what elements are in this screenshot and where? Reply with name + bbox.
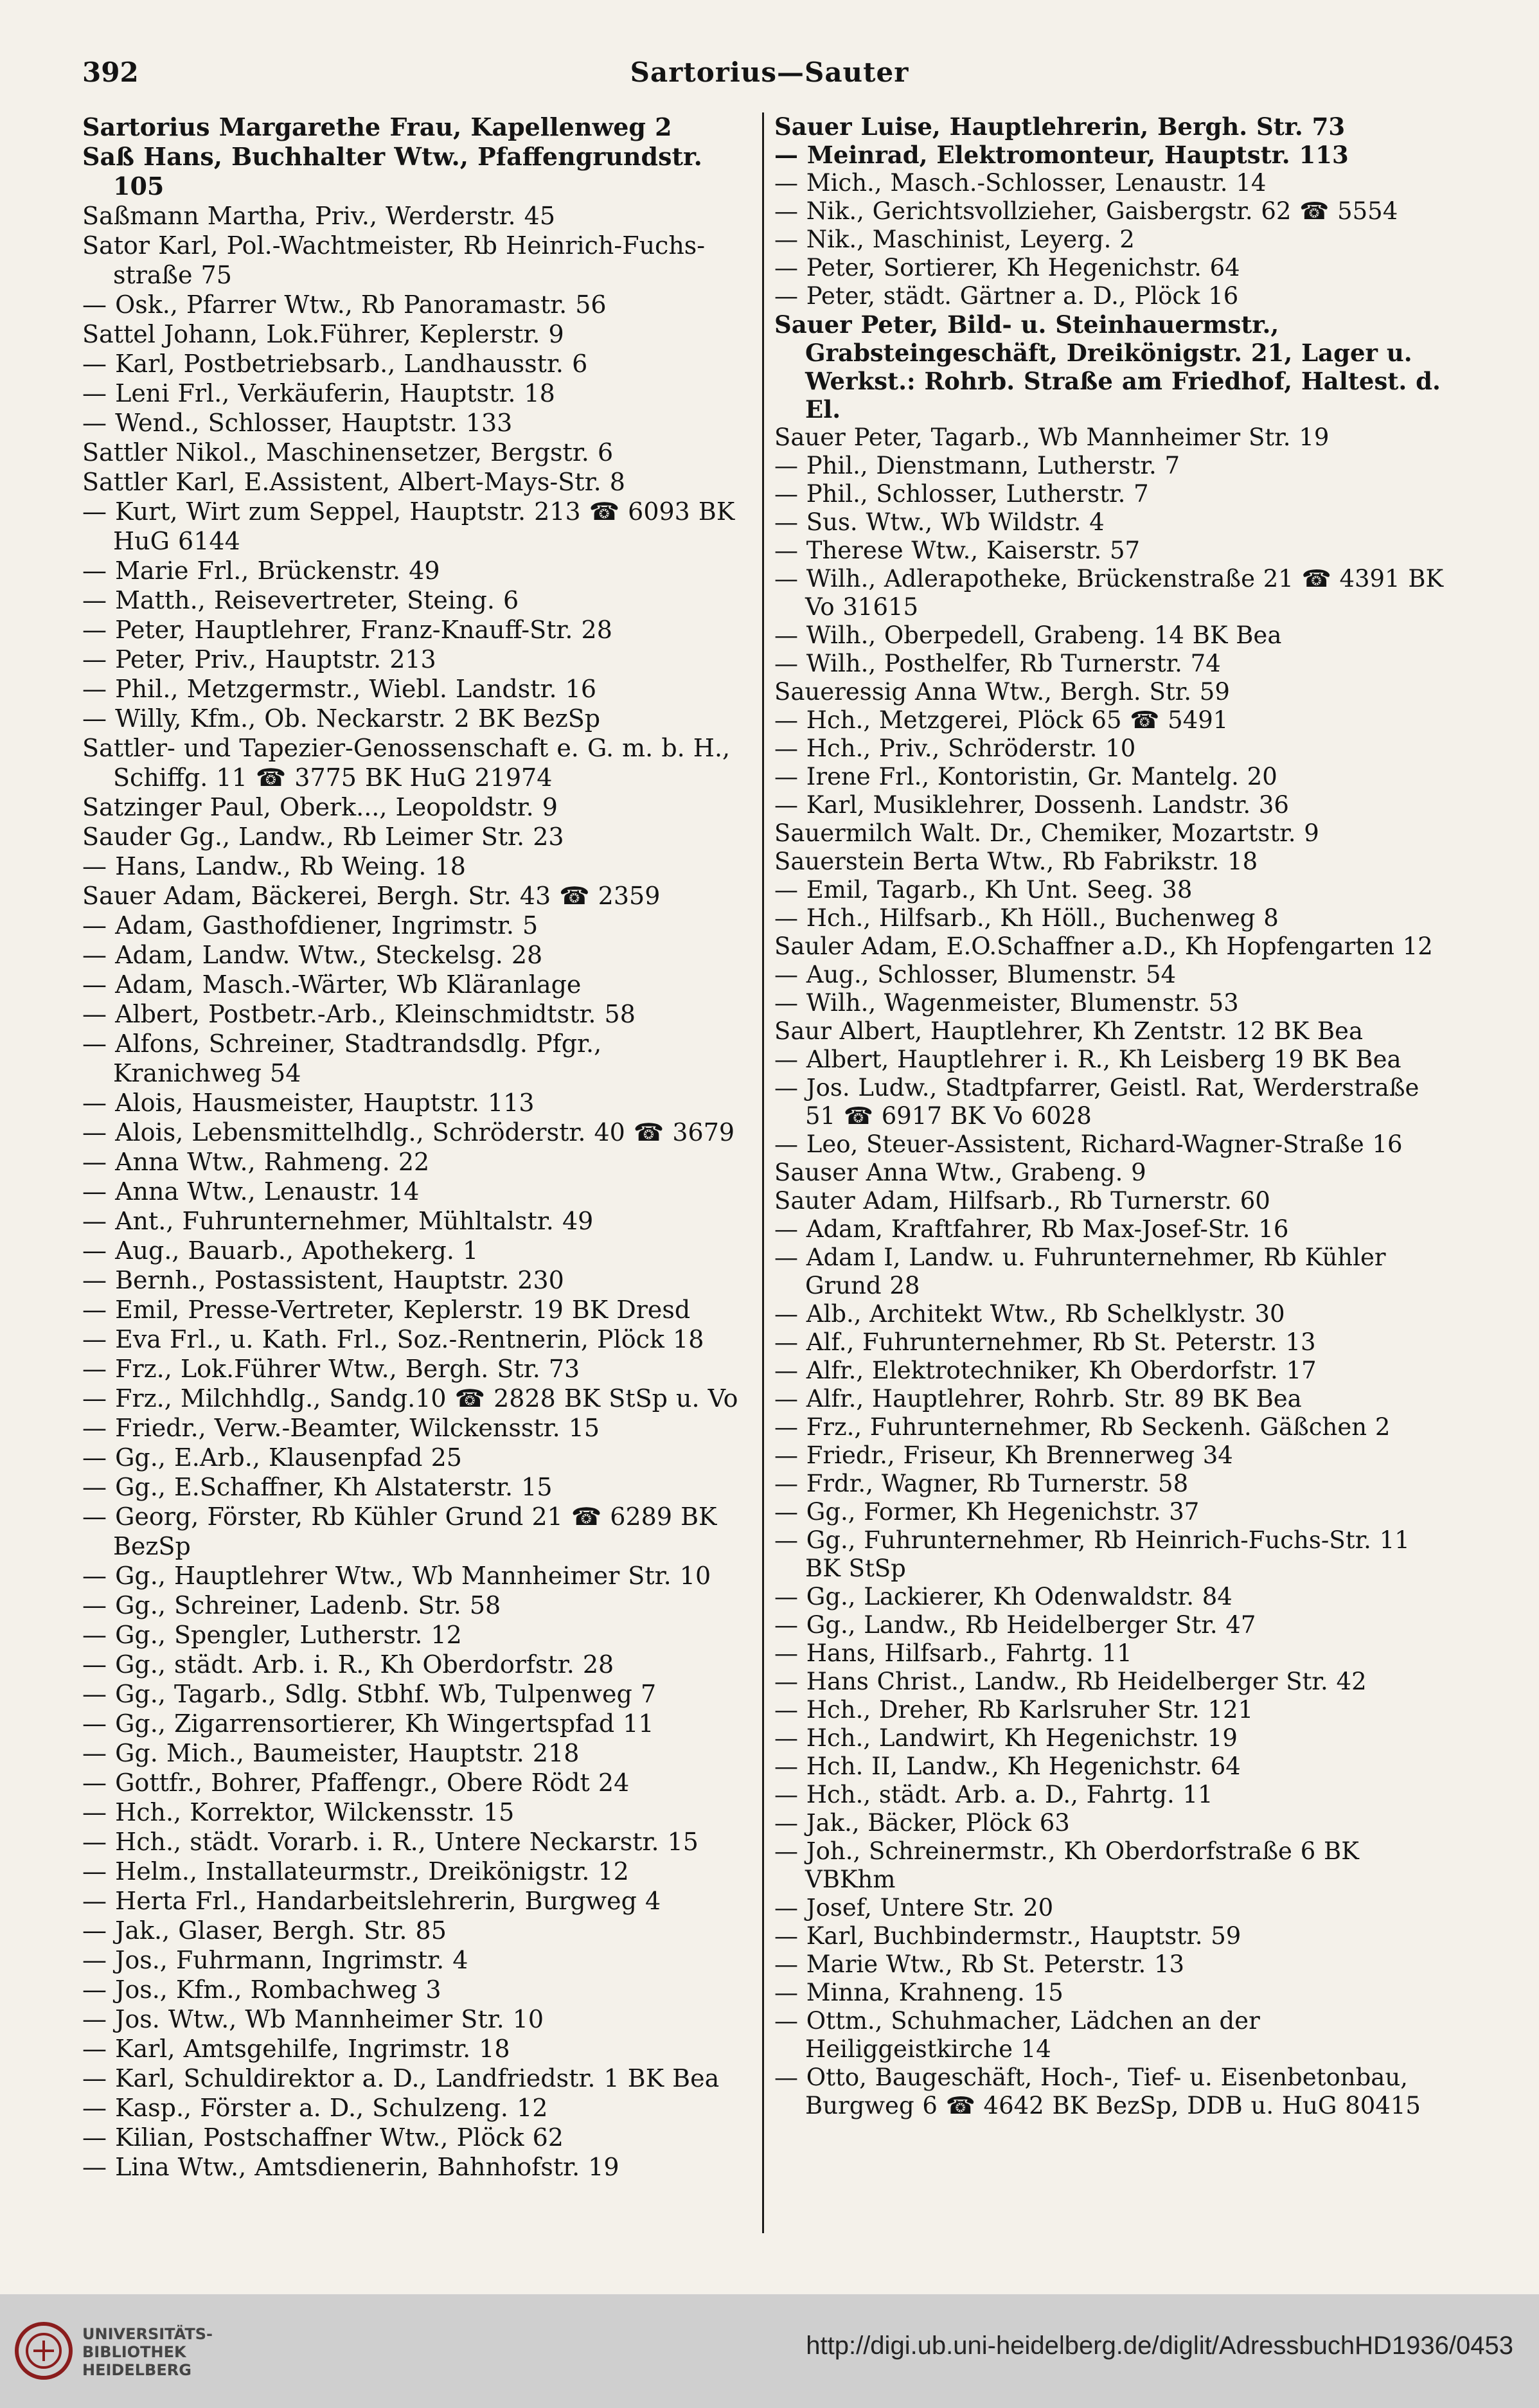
logo-line: HEIDELBERG [82, 2361, 191, 2379]
directory-entry: — Gg., Former, Kh Hegenichstr. 37 [774, 1498, 1200, 1526]
logo-line: BIBLIOTHEK [82, 2343, 186, 2361]
directory-entry: Saß Hans, Buchhalter Wtw., Pfaffengrundstr. 105 [82, 142, 702, 201]
library-logo-text [82, 2325, 213, 2379]
directory-entry: — Gottfr., Bohrer, Pfaffengr., Obere Rödt 24 [82, 1769, 630, 1797]
page-number: 392 [82, 57, 139, 88]
directory-entry: Sauser Anna Wtw., Grabeng. 9 [774, 1159, 1146, 1186]
directory-entry: — Josef, Untere Str. 20 [774, 1894, 1054, 1922]
directory-entry: — Aug., Schlosser, Blumenstr. 54 [774, 961, 1177, 988]
directory-entry: — Alfons, Schreiner, Stadtrandsdlg. Pfgr., Kranichweg 54 [82, 1030, 602, 1087]
directory-entry: — Gg., Landw., Rb Heidelberger Str. 47 [774, 1611, 1256, 1639]
directory-entry: — Alfr., Elektrotechniker, Kh Oberdorfstr. 17 [774, 1357, 1317, 1384]
logo-line: UNIVERSITÄTS- [82, 2325, 213, 2343]
directory-entry: — Wilh., Oberpedell, Grabeng. 14 BK Bea [774, 621, 1282, 649]
directory-entry: — Herta Frl., Handarbeitslehrerin, Burgweg 4 [82, 1887, 661, 1915]
directory-entry: — Leo, Steuer-Assistent, Richard-Wagner-Straße 16 [774, 1130, 1403, 1158]
directory-entry: — Frz., Milchhdlg., Sandg.10 ☎ 2828 BK StSp u. Vo [82, 1384, 738, 1413]
directory-entry: Saueressig Anna Wtw., Bergh. Str. 59 [774, 678, 1230, 706]
directory-entry: Sauter Adam, Hilfsarb., Rb Turnerstr. 60 [774, 1187, 1270, 1215]
directory-entry: — Helm., Installateurmstr., Dreikönigstr. 12 [82, 1857, 629, 1886]
directory-entry: — Hch., Hilfsarb., Kh Höll., Buchenweg 8 [774, 904, 1279, 932]
directory-entry: Satzinger Paul, Oberk..., Leopoldstr. 9 [82, 793, 558, 821]
directory-entry: — Peter, Priv., Hauptstr. 213 [82, 645, 436, 673]
directory-entry: — Hans Christ., Landw., Rb Heidelberger Str. 42 [774, 1668, 1367, 1695]
directory-entry: — Jos. Wtw., Wb Mannheimer Str. 10 [82, 2005, 544, 2033]
left-column [82, 112, 757, 2182]
directory-entry: — Phil., Dienstmann, Lutherstr. 7 [774, 452, 1180, 479]
directory-entry: — Aug., Bauarb., Apothekerg. 1 [82, 1236, 479, 1265]
directory-entry: — Hans, Hilfsarb., Fahrtg. 11 [774, 1639, 1132, 1667]
directory-entry: — Wilh., Adlerapotheke, Brückenstraße 21 ☎ 4391 BK Vo 31615 [774, 565, 1444, 621]
directory-entry: — Peter, städt. Gärtner a. D., Plöck 16 [774, 282, 1239, 310]
directory-entry: — Adam, Gasthofdiener, Ingrimstr. 5 [82, 911, 538, 940]
directory-entry: — Wend., Schlosser, Hauptstr. 133 [82, 409, 513, 437]
directory-entry: Sauer Adam, Bäckerei, Bergh. Str. 43 ☎ 2359 [82, 882, 661, 910]
directory-entry: — Friedr., Verw.-Beamter, Wilckensstr. 15 [82, 1414, 600, 1442]
directory-entry: — Kilian, Postschaffner Wtw., Plöck 62 [82, 2123, 564, 2152]
directory-entry: — Hch., Metzgerei, Plöck 65 ☎ 5491 [774, 706, 1229, 734]
directory-entry: — Albert, Hauptlehrer i. R., Kh Leisberg 19 BK Bea [774, 1046, 1401, 1073]
directory-entry: — Willy, Kfm., Ob. Neckarstr. 2 BK BezSp [82, 704, 601, 733]
directory-entry: Sattler Karl, E.Assistent, Albert-Mays-Str. 8 [82, 468, 625, 496]
directory-entry: — Frz., Lok.Führer Wtw., Bergh. Str. 73 [82, 1355, 580, 1383]
directory-entry: Sauer Peter, Tagarb., Wb Mannheimer Str. 19 [774, 424, 1330, 451]
directory-entry: — Gg. Mich., Baumeister, Hauptstr. 218 [82, 1739, 580, 1767]
directory-entry: — Alois, Lebensmittelhdlg., Schröderstr. 40 ☎ 3679 [82, 1118, 735, 1146]
directory-entry: — Otto, Baugeschäft, Hoch-, Tief- u. Eisenbetonbau, Burgweg 6 ☎ 4642 BK BezSp, DDB u. HuG 80415 [774, 2064, 1421, 2119]
directory-entry: — Alfr., Hauptlehrer, Rohrb. Str. 89 BK Bea [774, 1385, 1302, 1413]
directory-entry: Sauerstein Berta Wtw., Rb Fabrikstr. 18 [774, 848, 1258, 875]
directory-entry: — Hch., städt. Arb. a. D., Fahrtg. 11 [774, 1781, 1213, 1808]
directory-entry: — Anna Wtw., Rahmeng. 22 [82, 1148, 430, 1176]
directory-entry: — Hch., Dreher, Rb Karlsruher Str. 121 [774, 1696, 1254, 1724]
directory-entry: — Lina Wtw., Amtsdienerin, Bahnhofstr. 19 [82, 2153, 619, 2181]
directory-entry: — Gg., Lackierer, Kh Odenwaldstr. 84 [774, 1583, 1232, 1610]
directory-entry: — Gg., Hauptlehrer Wtw., Wb Mannheimer Str. 10 [82, 1562, 711, 1590]
directory-entry: — Nik., Maschinist, Leyerg. 2 [774, 226, 1135, 253]
directory-entry: — Peter, Hauptlehrer, Franz-Knauff-Str. 28 [82, 616, 612, 644]
directory-entry: — Ant., Fuhrunternehmer, Mühltalstr. 49 [82, 1207, 594, 1235]
directory-entry: Sauer Peter, Bild- u. Steinhauermstr., Grabsteingeschäft, Dreikönigstr. 21, Lager u. Werkst.: Rohrb. Straße am Friedhof, Haltest. d. El. [774, 310, 1441, 424]
directory-entry: — Hch., städt. Vorarb. i. R., Untere Neckarstr. 15 [82, 1828, 698, 1856]
directory-entry: — Phil., Schlosser, Lutherstr. 7 [774, 480, 1149, 508]
directory-entry: — Alf., Fuhrunternehmer, Rb St. Peterstr. 13 [774, 1328, 1316, 1356]
directory-entry: — Hans, Landw., Rb Weing. 18 [82, 852, 466, 880]
directory-entry: — Jak., Glaser, Bergh. Str. 85 [82, 1916, 447, 1945]
directory-entry: — Gg., Fuhrunternehmer, Rb Heinrich-Fuchs-Str. 11 BK StSp [774, 1526, 1410, 1582]
directory-entry: — Hch., Priv., Schröderstr. 10 [774, 735, 1136, 762]
footer-bar [0, 2294, 1539, 2408]
directory-entry: Sauermilch Walt. Dr., Chemiker, Mozartstr. 9 [774, 819, 1319, 847]
directory-entry: — Gg., E.Schaffner, Kh Alstaterstr. 15 [82, 1473, 553, 1501]
directory-entry: — Phil., Metzgermstr., Wiebl. Landstr. 16 [82, 675, 596, 703]
directory-entry: — Gg., E.Arb., Klausenpfad 25 [82, 1443, 462, 1472]
directory-entry: — Hch., Landwirt, Kh Hegenichstr. 19 [774, 1724, 1238, 1752]
directory-entry: — Marie Frl., Brückenstr. 49 [82, 557, 440, 585]
directory-entry: — Wilh., Posthelfer, Rb Turnerstr. 74 [774, 650, 1221, 677]
right-column [774, 112, 1449, 2120]
directory-entry: — Joh., Schreinermstr., Kh Oberdorfstraße 6 BK VBKhm [774, 1837, 1359, 1893]
directory-entry: — Leni Frl., Verkäuferin, Hauptstr. 18 [82, 379, 555, 407]
directory-entry: — Alois, Hausmeister, Hauptstr. 113 [82, 1089, 535, 1117]
directory-entry: Sartorius Margarethe Frau, Kapellenweg 2 [82, 112, 672, 141]
directory-entry: — Mich., Masch.-Schlosser, Lenaustr. 14 [774, 169, 1267, 197]
directory-entry: — Irene Frl., Kontoristin, Gr. Mantelg. 20 [774, 763, 1277, 790]
directory-entry: — Karl, Postbetriebsarb., Landhausstr. 6 [82, 350, 588, 378]
directory-entry: — Kurt, Wirt zum Seppel, Hauptstr. 213 ☎ 6093 BK HuG 6144 [82, 497, 735, 555]
directory-entry: — Gg., Tagarb., Sdlg. Stbhf. Wb, Tulpenweg 7 [82, 1680, 657, 1708]
directory-entry: — Gg., städt. Arb. i. R., Kh Oberdorfstr. 28 [82, 1650, 614, 1679]
directory-entry: — Osk., Pfarrer Wtw., Rb Panoramastr. 56 [82, 290, 607, 319]
directory-entry: — Ottm., Schuhmacher, Lädchen an der Heiliggeistkirche 14 [774, 2007, 1260, 2063]
directory-entry: — Eva Frl., u. Kath. Frl., Soz.-Rentnerin, Plöck 18 [82, 1325, 704, 1353]
directory-entry: — Anna Wtw., Lenaustr. 14 [82, 1177, 420, 1206]
directory-entry: — Jak., Bäcker, Plöck 63 [774, 1809, 1070, 1837]
directory-entry: — Jos., Fuhrmann, Ingrimstr. 4 [82, 1946, 468, 1974]
directory-entry: — Alb., Architekt Wtw., Rb Schelklystr. 30 [774, 1300, 1285, 1328]
directory-entry: Sauer Luise, Hauptlehrerin, Bergh. Str. 73 [774, 112, 1346, 141]
directory-entry: — Karl, Musiklehrer, Dossenh. Landstr. 36 [774, 791, 1289, 819]
directory-entry: — Frdr., Wagner, Rb Turnerstr. 58 [774, 1470, 1189, 1497]
directory-entry: — Therese Wtw., Kaiserstr. 57 [774, 537, 1141, 564]
directory-entry: — Matth., Reisevertreter, Steing. 6 [82, 586, 519, 614]
directory-entry: — Frz., Fuhrunternehmer, Rb Seckenh. Gäßchen 2 [774, 1413, 1391, 1441]
directory-entry: Sauler Adam, E.O.Schaffner a.D., Kh Hopfengarten 12 [774, 932, 1433, 960]
directory-entry: Sattel Johann, Lok.Führer, Keplerstr. 9 [82, 320, 564, 348]
directory-entry: — Sus. Wtw., Wb Wildstr. 4 [774, 508, 1105, 536]
column-divider [762, 112, 764, 2233]
directory-entry: — Adam, Masch.-Wärter, Wb Kläranlage [82, 970, 582, 999]
running-head: Sartorius—Sauter [630, 57, 909, 88]
directory-entry: — Adam, Landw. Wtw., Steckelsg. 28 [82, 941, 543, 969]
directory-entry: — Emil, Presse-Vertreter, Keplerstr. 19 BK Dresd [82, 1296, 691, 1324]
directory-entry: Sator Karl, Pol.-Wachtmeister, Rb Heinrich-Fuchs-straße 75 [82, 231, 706, 289]
directory-entry: — Georg, Förster, Rb Kühler Grund 21 ☎ 6289 BK BezSp [82, 1503, 717, 1560]
directory-entry: — Wilh., Wagenmeister, Blumenstr. 53 [774, 989, 1239, 1017]
directory-entry: — Albert, Postbetr.-Arb., Kleinschmidtstr. 58 [82, 1000, 636, 1028]
directory-entry: — Hch., Korrektor, Wilckensstr. 15 [82, 1798, 515, 1826]
directory-entry: Sattler Nikol., Maschinensetzer, Bergstr. 6 [82, 438, 614, 467]
directory-entry: — Nik., Gerichtsvollzieher, Gaisbergstr. 62 ☎ 5554 [774, 197, 1398, 225]
directory-entry: — Gg., Zigarrensortierer, Kh Wingertspfad 11 [82, 1709, 654, 1738]
directory-entry: — Meinrad, Elektromonteur, Hauptstr. 113 [774, 141, 1349, 169]
university-seal-icon [14, 2321, 73, 2380]
directory-entry: — Friedr., Friseur, Kh Brennerweg 34 [774, 1441, 1233, 1469]
directory-entry: Sattler- und Tapezier-Genossenschaft e. G. m. b. H., Schiffg. 11 ☎ 3775 BK HuG 21974 [82, 734, 731, 792]
directory-entry: Saßmann Martha, Priv., Werderstr. 45 [82, 202, 556, 230]
directory-entry: — Emil, Tagarb., Kh Unt. Seeg. 38 [774, 876, 1193, 904]
directory-entry: — Adam, Kraftfahrer, Rb Max-Josef-Str. 16 [774, 1215, 1289, 1243]
directory-entry: — Peter, Sortierer, Kh Hegenichstr. 64 [774, 254, 1240, 281]
directory-entry: — Marie Wtw., Rb St. Peterstr. 13 [774, 1950, 1185, 1978]
directory-entry: — Gg., Schreiner, Ladenb. Str. 58 [82, 1591, 501, 1619]
source-url-link[interactable]: http://digi.ub.uni-heidelberg.de/diglit/AdressbuchHD1936/0453 [806, 2332, 1513, 2360]
directory-entry: — Bernh., Postassistent, Hauptstr. 230 [82, 1266, 564, 1294]
directory-entry: — Jos. Ludw., Stadtpfarrer, Geistl. Rat, Werderstraße 51 ☎ 6917 BK Vo 6028 [774, 1074, 1419, 1130]
directory-entry: — Minna, Krahneng. 15 [774, 1979, 1063, 2006]
directory-entry: — Kasp., Förster a. D., Schulzeng. 12 [82, 2094, 548, 2122]
directory-entry: — Gg., Spengler, Lutherstr. 12 [82, 1621, 462, 1649]
directory-entry: — Karl, Amtsgehilfe, Ingrimstr. 18 [82, 2035, 510, 2063]
directory-entry: — Adam I, Landw. u. Fuhrunternehmer, Rb Kühler Grund 28 [774, 1244, 1386, 1299]
directory-entry: — Karl, Schuldirektor a. D., Landfriedstr. 1 BK Bea [82, 2064, 720, 2092]
directory-entry: Sauder Gg., Landw., Rb Leimer Str. 23 [82, 823, 564, 851]
directory-entry: Saur Albert, Hauptlehrer, Kh Zentstr. 12 BK Bea [774, 1017, 1364, 1045]
directory-entry: — Hch. II, Landw., Kh Hegenichstr. 64 [774, 1752, 1241, 1780]
directory-entry: — Jos., Kfm., Rombachweg 3 [82, 1975, 441, 2004]
directory-entry: — Karl, Buchbindermstr., Hauptstr. 59 [774, 1922, 1241, 1950]
